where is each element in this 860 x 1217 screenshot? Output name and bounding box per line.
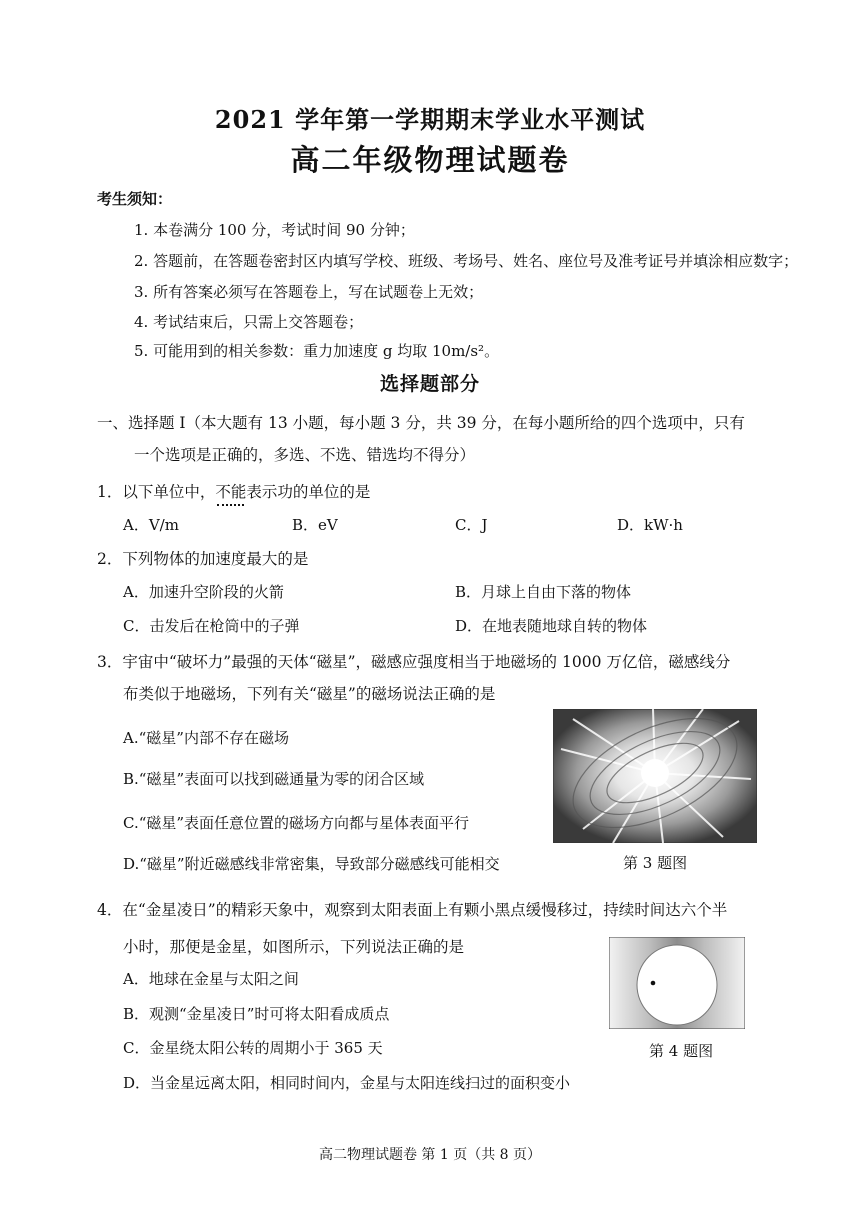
- part1-instruction-line1: 一、选择题 I（本大题有 13 小题，每小题 3 分，共 39 分，在每小题所给的四个选项中，只有: [97, 414, 745, 432]
- q2-stem: 2．下列物体的加速度最大的是: [97, 550, 309, 568]
- q2-option-c: C．击发后在枪筒中的子弹: [123, 617, 300, 635]
- exam-title: 2021 学年第一学期期末学业水平测试: [214, 105, 646, 134]
- notice-item-2: 2. 答题前，在答题卷密封区内填写学校、班级、考场号、姓名、座位号及准考证号并填涂相应数字；: [134, 252, 799, 270]
- q3-figure-magnetar: [553, 709, 757, 843]
- q1-stem: [97, 480, 370, 502]
- q1-stem-prefix: 1．以下单位中，: [97, 483, 216, 501]
- q3-option-b: B.“磁星”表面可以找到磁通量为零的闭合区域: [123, 770, 425, 788]
- q3-figure-caption: 第 3 题图: [623, 854, 688, 872]
- q1-stem-emphasis: 不能: [215, 483, 247, 501]
- part1-instruction-line2: 一个选项是正确的，多选、不选、错选均不得分）: [134, 446, 476, 464]
- q4-option-d: D．当金星远离太阳，相同时间内，金星与太阳连线扫过的面积变小: [123, 1074, 571, 1092]
- q1-option-c: C．J: [455, 516, 488, 534]
- q4-stem-line2: 小时，那便是金星，如图所示，下列说法正确的是: [123, 938, 465, 956]
- q1-option-d: D．kW·h: [617, 516, 683, 534]
- q1-stem-suffix: 表示功的单位的是: [246, 483, 371, 501]
- q3-stem-line2: 布类似于地磁场，下列有关“磁星”的磁场说法正确的是: [123, 685, 496, 703]
- page-footer: 高二物理试题卷 第 1 页（共 8 页）: [318, 1147, 542, 1163]
- notice-item-5: 5. 可能用到的相关参数：重力加速度 g 均取 10m/s²。: [134, 342, 500, 360]
- q3-option-c: C.“磁星”表面任意位置的磁场方向都与星体表面平行: [123, 814, 470, 832]
- q4-option-a: A．地球在金星与太阳之间: [123, 970, 299, 988]
- notice-item-1: 1. 本卷满分 100 分，考试时间 90 分钟；: [134, 221, 415, 239]
- venus-dot: [651, 981, 656, 986]
- notice-item-3: 3. 所有答案必须写在答题卷上，写在试题卷上无效；: [134, 283, 484, 301]
- notice-item-4: 4. 考试结束后，只需上交答题卷；: [134, 313, 364, 331]
- q2-option-a: A．加速升空阶段的火箭: [123, 583, 284, 601]
- q2-option-d: D．在地表随地球自转的物体: [455, 617, 648, 635]
- q3-option-d: D.“磁星”附近磁感线非常密集，导致部分磁感线可能相交: [123, 855, 500, 873]
- q3-stem-line1: 3．宇宙中“破坏力”最强的天体“磁星”，磁感应强度相当于地磁场的 1000 万亿倍，磁感线分: [97, 653, 731, 671]
- q4-figure-caption: 第 4 题图: [649, 1042, 714, 1060]
- exam-subtitle: 高二年级物理试题卷: [290, 143, 570, 177]
- section-title: 选择题部分: [379, 373, 480, 395]
- q4-option-c: C．金星绕太阳公转的周期小于 365 天: [123, 1039, 383, 1057]
- q4-figure-venus-transit: [609, 937, 745, 1029]
- magnetar-image: [553, 709, 757, 843]
- q4-stem-line1: 4．在“金星凌日”的精彩天象中，观察到太阳表面上有颗小黑点缓慢移过，持续时间达六个半: [97, 901, 728, 919]
- q1-option-a: A．V/m: [123, 516, 179, 534]
- venus-transit-image: [609, 937, 745, 1029]
- notice-heading: 考生须知：: [97, 190, 173, 208]
- q4-option-b: B．观测“金星凌日”时可将太阳看成质点: [123, 1005, 390, 1023]
- q1-option-b: B．eV: [292, 516, 338, 534]
- q3-option-a: A.“磁星”内部不存在磁场: [123, 729, 289, 747]
- q2-option-b: B．月球上自由下落的物体: [455, 583, 632, 601]
